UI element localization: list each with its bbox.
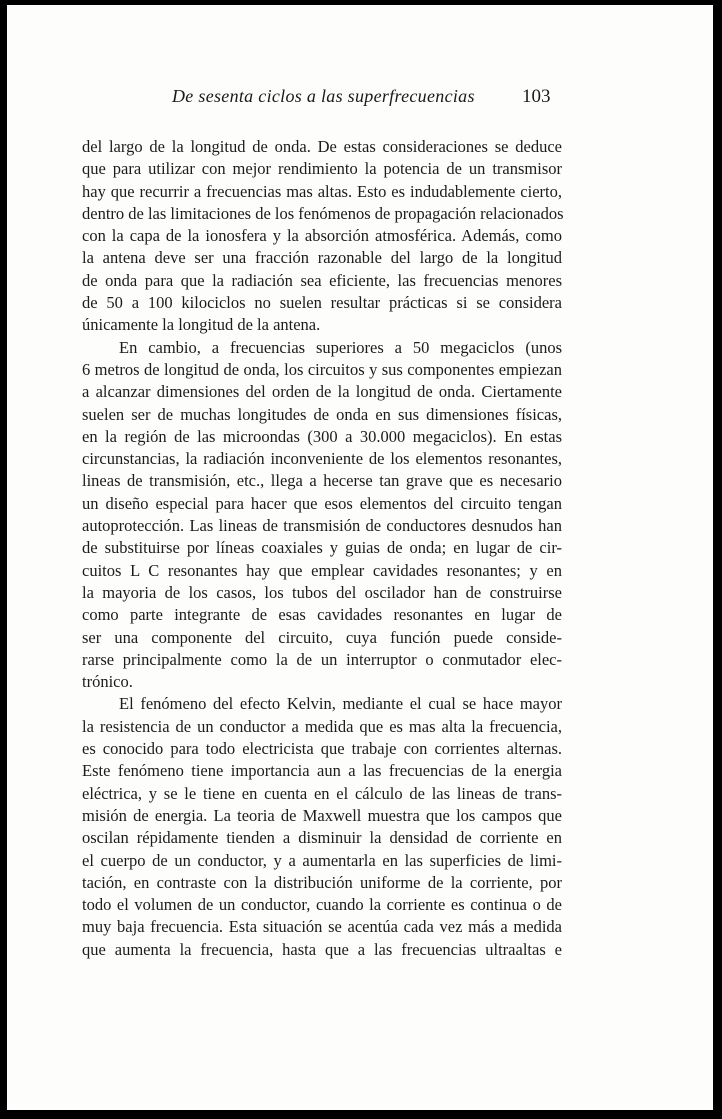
text-line: hay que recurrir a frecuencias mas altas. Esto es indudablemente cierto, <box>82 181 562 201</box>
body-text <box>82 136 562 961</box>
text-line: de 50 a 100 kilociclos no suelen resultar prácticas si se considera <box>82 293 562 313</box>
text-line: todo el volumen de un conductor, cuando la corriente es continua o de <box>82 895 562 915</box>
text-line: que para utilizar con mejor rendimiento la potencia de un transmisor <box>82 159 562 179</box>
text-line: Este fenómeno tiene importancia aun a las frecuencias de la energia <box>82 761 562 781</box>
text-line: 6 metros de longitud de onda, los circuitos y sus componentes empiezan <box>82 359 562 379</box>
text-line: es conocido para todo electricista que trabaje con corrientes alternas. <box>82 739 562 759</box>
page-number: 103 <box>522 86 551 107</box>
text-line: de onda para que la radiación sea eficiente, las frecuencias menores <box>82 270 562 290</box>
text-line: como parte integrante de esas cavidades resonantes en lugar de <box>82 605 562 625</box>
text-line: la mayoria de los casos, los tubos del oscilador han de construirse <box>82 582 562 602</box>
text-line: misión de energia. La teoria de Maxwell muestra que los campos que <box>82 805 562 825</box>
text-line: tación, en contraste con la distribución uniforme de la corriente, por <box>82 872 562 892</box>
text-line: del largo de la longitud de onda. De estas consideraciones se deduce <box>82 137 562 156</box>
text-line: la antena deve ser una fracción razonable del largo de la longitud <box>82 248 562 268</box>
paragraph-start-line: En cambio, a frecuencias superiores a 50 megaciclos (unos <box>119 337 562 357</box>
text-line: dentro de las limitaciones de los fenómenos de propagación relacionados <box>82 203 564 223</box>
text-line: a alcanzar dimensiones del orden de la longitud de onda. Ciertamente <box>82 382 562 402</box>
text-line: oscilan répidamente tienden a disminuir la densidad de corriente en <box>82 828 562 848</box>
running-title: De sesenta ciclos a las superfrecuencias <box>172 86 475 106</box>
text-line: lineas de transmisión, etc., llega a hecerse tan grave que es necesario <box>82 471 562 491</box>
text-line: rarse principalmente como la de un interruptor o conmutador elec- <box>82 649 562 669</box>
text-line: que aumenta la frecuencia, hasta que a las frecuencias ultraaltas e <box>82 939 562 959</box>
text-line: circunstancias, la radiación inconveniente de los elementos resonantes, <box>82 449 562 469</box>
page-header <box>7 86 713 110</box>
paragraph-start-line: El fenómeno del efecto Kelvin, mediante el cual se hace mayor <box>119 694 562 714</box>
book-page <box>7 5 713 1110</box>
paragraph-end-line: trónico. <box>82 672 133 692</box>
text-line: el cuerpo de un conductor, y a aumentarla en las superficies de limi- <box>82 850 562 870</box>
text-line: ser una componente del circuito, cuya función puede conside- <box>82 627 562 647</box>
text-line: suelen ser de muchas longitudes de onda en sus dimensiones físicas, <box>82 404 562 424</box>
text-line: un diseño especial para hacer que esos elementos del circuito tengan <box>82 493 562 513</box>
text-line: con la capa de la ionosfera y la absorción atmosférica. Además, como <box>82 226 562 246</box>
text-line: en la región de las microondas (300 a 30.000 megaciclos). En estas <box>82 426 562 446</box>
text-line: eléctrica, y se le tiene en cuenta en el cálculo de las lineas de trans- <box>82 783 562 803</box>
paragraph-end-line: únicamente la longitud de la antena. <box>82 315 321 335</box>
text-line: muy baja frecuencia. Esta situación se acentúa cada vez más a medida <box>82 917 562 937</box>
text-line: cuitos L C resonantes hay que emplear cavidades resonantes; y en <box>82 560 562 580</box>
text-line: autoprotección. Las lineas de transmisión de conductores desnudos han <box>82 516 562 536</box>
text-line: la resistencia de un conductor a medida que es mas alta la frecuencia, <box>82 716 562 736</box>
text-line: de substituirse por líneas coaxiales y guias de onda; en lugar de cir- <box>82 538 562 558</box>
